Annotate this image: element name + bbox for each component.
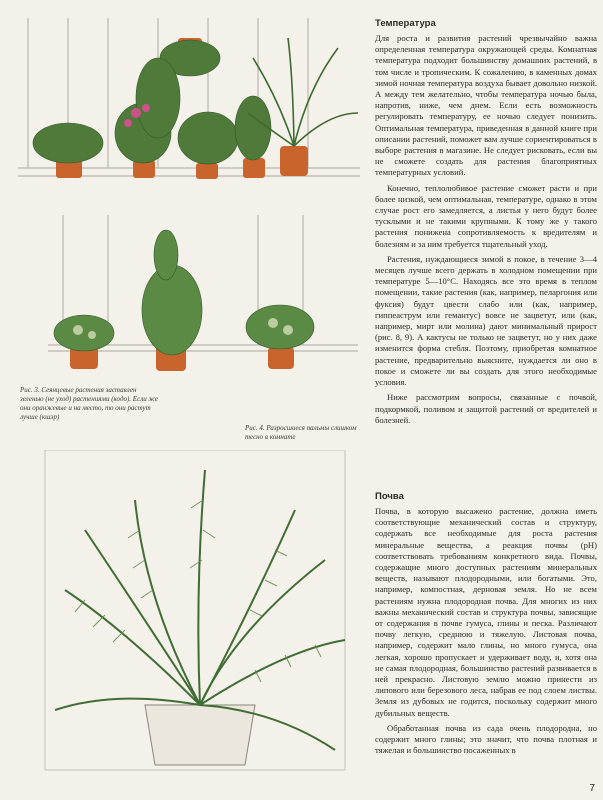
paragraph: Растения, нуждающиеся зимой в покое, в течение 3—4 месяцев лучше всего держать в холодном помещении при температуре 5—10°С. Находясь все это время в теплом помещении, такие растения (как, например, пеларгония или фуксия) будут цвести слабо или (как, например, гиппеаструм или гемантус) вовсе не зацветут, или (как, например, мирт или молина) дают минимальный прирост (рис. 8, 9). А кактусы не только не зацветут, но у них даже изменится форма стебля. Поэтому, приобретая комнатное растение, предварительно выясните, нуждается ли оно в покое и сможете ли вы создать для этого необходимые условия. [375,253,597,388]
figure-window-plants [18,18,360,208]
page-number: 7 [589,783,595,794]
figure-sill-three-plants [48,215,358,380]
figure-4-caption: Рис. 4. Разросшиеся пальмы слишком тесно в комнате [245,424,357,441]
section-heading-soil: Почва [375,491,404,502]
paragraph: Ниже рассмотрим вопросы, связанные с почвой, подкормкой, поливом и защитой растений от вредителей и болезней. [375,392,597,425]
paragraph: Почва, в которую высажено растение, должна иметь соответствующие механический состав и структуру, содержать все необходимые для роста растения минеральные вещества, а реакция почвы (pH) соответствовать требованиям конкретного вида. Почвы, содержащие много доступных растениям минеральных веществ, называют плодородными, или богатыми. Это, например, компостная, дерновая земля. Но не всем растениям нужна плодородная почва. Для многих из них важны механический состав и структура почвы, зависящие от содержания в почве гумуса, глины и песка. Различают почву легкую, среднюю и тяжелую. Листовая почва, например, содержит мало глины, но много гумуса, она легкая, хорошо пропускает и удерживает воду, и, хотя она не самая плодородная, большинство растений развивается в ней прекрасно. Листовую землю можно принести из липового или березового леса, набрав ее под слоем листвы. Земля из дубовых не годится, поскольку содержит много дубильных веществ. [375,506,597,718]
text-column-soil [375,491,597,760]
paragraph: Конечно, теплолюбивое растение сможет расти и при более низкой, чем оптимальная, температуре, однако в этом случае рост его замедляется, а листья у него будут более тусклыми и не такими крупными. К тому же у такого растения понижена сопротивляемость к вредителям и болезням и за ним требуется тщательный уход. [375,182,597,249]
paragraph: Для роста и развития растений чрезвычайно важна определенная температура окружающей среды. Комнатная температура подходит большинству домашних растений, в том числе и тропическим. К сожалению, в каменных домах зимой ночная температура воздуха бывает довольно низкой. А между тем желательно, чтобы температура ночью была, напротив, ниже, чем днем. Если есть возможность регулировать температуру, ее ночью следует понизить. Оптимальная температура, приведенная в данной книге при описании растений, поможет вам лучше сориентироваться в выборе растения в магазине. Не следует рисковать, если вы не сможете создать для растения благоприятных температурных условий. [375,33,597,178]
section-heading-temperature: Температура [375,18,436,29]
figure-3-caption: Рис. 3. Сеянцевые растения заставлен зеленью (не уход) растениями (кодо). Если же они оранжевые и на место, то они растут лучше (кшэр) [20,386,159,421]
paragraph: Обработанная почва из сада очень плодородна, но содержит много глины; это значит, что почва плотная и тяжелая и большинство посаженных в [375,722,597,756]
text-column-temperature [375,18,597,430]
figure-palm-room [25,450,365,790]
